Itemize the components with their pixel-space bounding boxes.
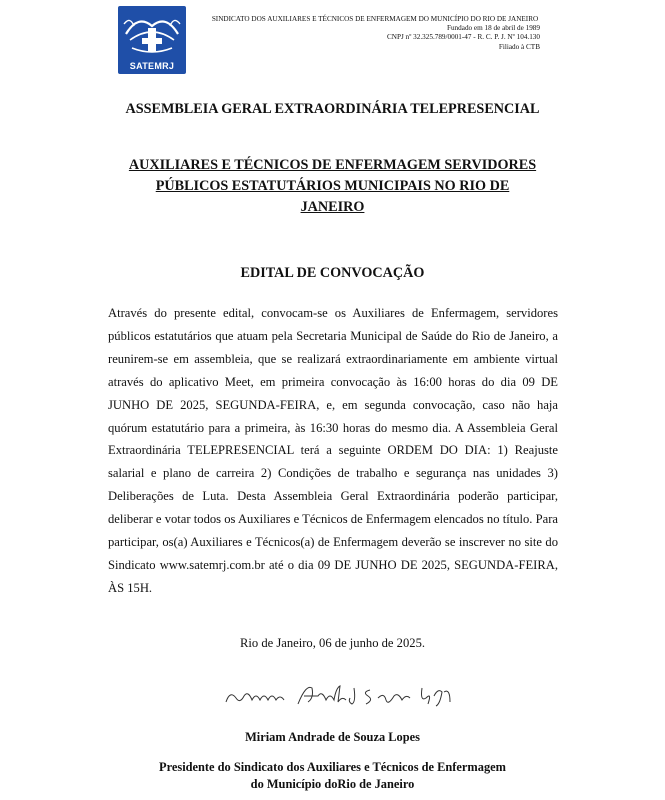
org-name: SINDICATO DOS AUXILIARES E TÉCNICOS DE ENFERMAGEM DO MUNICÍPIO DO RIO DE JANEIRO <box>211 15 539 23</box>
subject-line-1: AUXILIARES E TÉCNICOS DE ENFERMAGEM SERVIDORES <box>128 157 537 173</box>
place-date: Rio de Janeiro, 06 de junho de 2025. <box>239 636 426 650</box>
assembly-title: ASSEMBLEIA GERAL EXTRAORDINÁRIA TELEPRESENCIAL <box>125 101 540 117</box>
edital-heading: EDITAL DE CONVOCAÇÃO <box>240 265 425 281</box>
handwritten-signature <box>222 678 462 710</box>
founded-date: Fundado em 18 de abril de 1989 <box>446 24 540 33</box>
subject-line-3: JANEIRO <box>300 199 365 215</box>
convocation-body: Através do presente edital, convocam-se os Auxiliares de Enfermagem, servidores públicos estatutários que atuam pela Secretaria Municipal de Saúde do Rio de Janeiro, a reunirem-se em assembleia, que se realizará extraordinariamente em ambiente virtual através do aplicativo Meet, em primeira convocação às 16:00 horas do dia 09 DE JUNHO DE 2025, SEGUNDA-FEIRA, e, em segunda convocação, caso não haja quórum estatutário para a primeira, às 16:30 horas do mesmo dia. A Assembleia Geral Extraordinária TELEPRESENCIAL terá a seguinte ORDEM DO DIA: 1) Reajuste salarial e plano de carreira 2) Condições de trabalho e segurança nas unidades 3) Deliberações de Luta. Desta Assembleia Geral Extraordinária poderão participar, deliberar e votar todos os Auxiliares e Técnicos de Enfermagem elencados no título. Para participar, os(a) Auxiliares e Técnicos(a) de Enfermagem deverão se inscrever no site do Sindicato www.satemrj.com.br até o dia 09 DE JUNHO DE 2025, SEGUNDA-FEIRA, ÀS 15H. <box>108 306 558 595</box>
satemrj-logo <box>118 6 186 74</box>
signer-name: Miriam Andrade de Souza Lopes <box>245 730 420 744</box>
signer-role <box>0 759 665 793</box>
subject-title <box>100 155 565 218</box>
signer-role-line-2: do Município doRio de Janeiro <box>250 777 415 791</box>
affiliation: Filiado à CTB <box>498 42 540 51</box>
cnpj-line: CNPJ nº 32.325.789/0001-47 - R. C. P. J. Nº 104.130 <box>386 33 540 42</box>
subject-line-2: PÚBLICOS ESTATUTÁRIOS MUNICIPAIS NO RIO DE <box>155 178 510 194</box>
organization-header <box>190 15 560 52</box>
logo-text: SATEMRJ <box>129 61 175 71</box>
signer-role-line-1: Presidente do Sindicato dos Auxiliares e Técnicos de Enfermagem <box>159 760 506 774</box>
